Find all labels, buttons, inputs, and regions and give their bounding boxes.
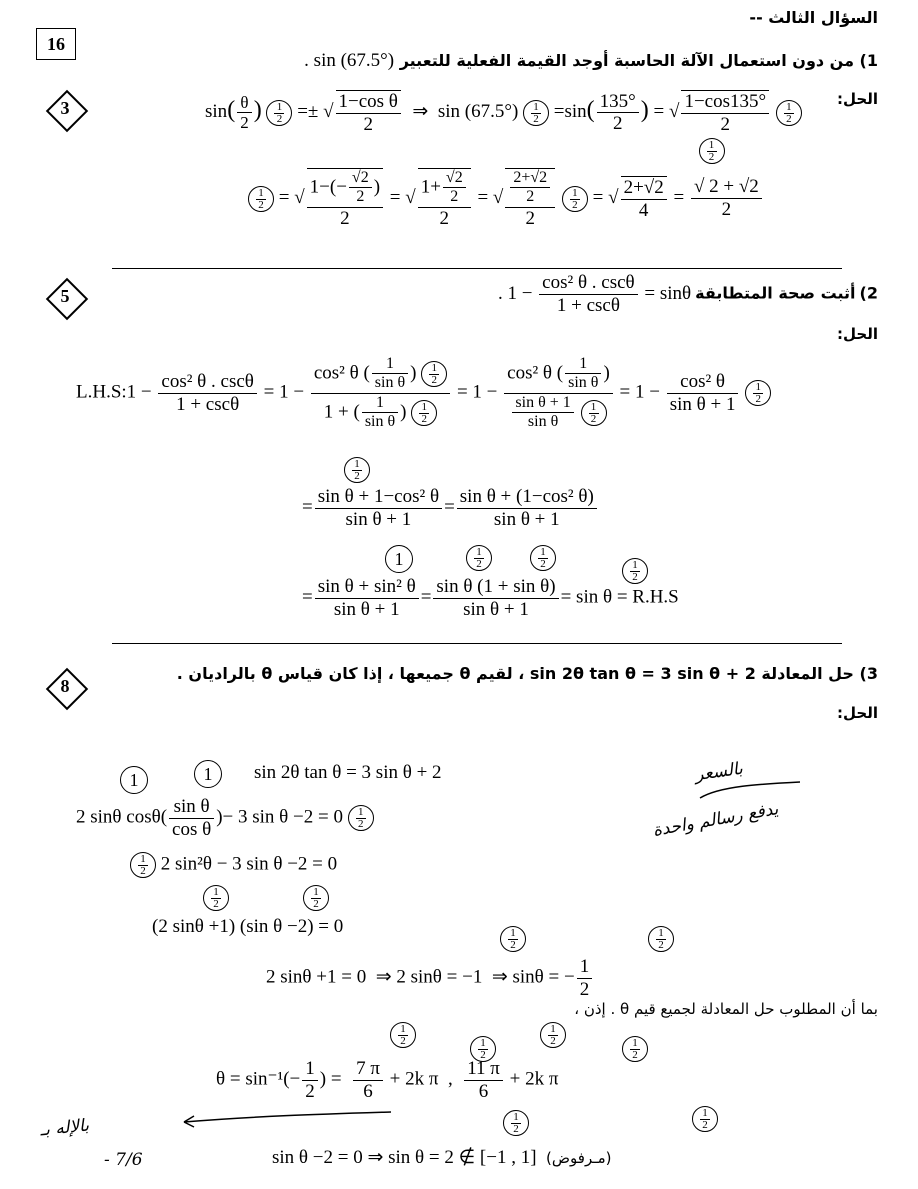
half-mark: 1 2 xyxy=(390,1022,416,1048)
half-mark: 1 2 xyxy=(530,545,556,571)
half-mark: 1 2 xyxy=(500,926,526,952)
q2-prompt xyxy=(498,272,878,317)
divider xyxy=(112,643,842,644)
q2-points: 5 xyxy=(60,286,70,306)
q3-equation: sin 2θ tan θ = 3 sin θ + 2 xyxy=(254,762,442,783)
q3-number: 3) xyxy=(859,664,878,683)
q2-line3: = $\frac{\text{sin θ + sin² θ}}{\text{sin θ + 1}}$ = $\frac{\text{sin θ (1 + sin θ)}}{\text{sin θ + 1}}$ = sin θ = R.H.S xyxy=(302,576,679,620)
divider xyxy=(112,268,842,269)
half-mark: 1 2 xyxy=(699,138,725,164)
q2-number: 2) xyxy=(859,283,878,303)
handwritten-note-3: بالإله بـ xyxy=(39,1115,90,1141)
half-mark: 1 2 xyxy=(581,400,607,426)
handwritten-arrow xyxy=(176,1104,396,1128)
half-mark: 1 2 xyxy=(344,457,370,483)
handwritten-stroke xyxy=(690,776,810,806)
q3-points: 8 xyxy=(60,676,70,696)
half-mark: 1 2 xyxy=(421,361,447,387)
handwritten-note-1: بالسعر xyxy=(693,758,745,786)
half-mark: 1 2 xyxy=(411,400,437,426)
q2-identity: . 1 − $\frac{\text{cos² θ . cscθ}}{1 + \csc\theta}$ = sinθ xyxy=(497,272,692,316)
q3-reject-label: (مـرفوض) xyxy=(546,1149,612,1167)
handwritten-note-4: - 7/6 xyxy=(104,1150,143,1170)
q3-step1: 2 sinθ cosθ( $\frac{\text{sin θ}}{\text{cos θ}}$ )− 3 sin θ −2 = 0 1 2 xyxy=(76,796,374,841)
q1-prompt xyxy=(304,50,878,72)
one-mark: 1 xyxy=(194,760,222,788)
half-mark: 1 2 xyxy=(622,1036,648,1062)
half-mark: 1 2 xyxy=(648,926,674,952)
q1-points: 3 xyxy=(60,98,70,118)
q2-line2: = $\frac{\text{sin θ + 1−cos² θ}}{\text{sin θ + 1}}$ = $\frac{\text{sin θ + (1−cos² θ)}}{\text{sin θ + 1}}$ xyxy=(302,486,599,531)
half-mark: 1 2 xyxy=(776,100,802,126)
q3-step2: 1 2 2 sin²θ − 3 sin θ −2 = 0 xyxy=(130,852,337,878)
half-mark: 1 2 xyxy=(130,852,156,878)
half-mark: 1 2 xyxy=(248,186,274,212)
half-mark: 1 2 xyxy=(266,100,292,126)
one-mark: 1 xyxy=(385,545,413,573)
half-mark: 1 2 xyxy=(470,1036,496,1062)
q3-reject-math: sin θ −2 = 0 ⇒ sin θ = 2 ∉ [−1 , 1] xyxy=(272,1147,537,1168)
q3-text: حل المعادلة sin 2θ tan θ = 3 sin θ + 2 ، لقيم θ جميعها ، إذا كان قياس θ بالراديان . xyxy=(176,664,854,683)
q1-number: 1) xyxy=(859,51,878,70)
half-mark: 1 2 xyxy=(203,885,229,911)
q1-text: من دون استعمال الآلة الحاسبة أوجد القيمة الفعلية للتعبير xyxy=(399,51,854,70)
half-mark: 1 2 xyxy=(503,1110,529,1136)
score-box: 16 xyxy=(36,28,76,60)
half-mark: 1 2 xyxy=(466,545,492,571)
question-title: السؤال الثالث -- xyxy=(749,8,878,27)
q1-solution-label: الحل: xyxy=(837,90,878,108)
q3-step4: 2 sinθ +1 = 0 ⇒ 2 sinθ = −1 ⇒ sinθ = − $\frac{1}{2}$ xyxy=(266,956,594,1001)
q3-solution-label: الحل: xyxy=(837,704,878,722)
half-mark: 1 2 xyxy=(622,558,648,584)
q3-prompt xyxy=(177,664,878,683)
q1-line1: sin( $\frac{\theta}{2}$ ) 1 2 =± √ $\frac{\text{1−cos θ}}{2}$ ⇒ sin (67.5°) 1 2 =sin( $\frac{135^\circ}{2}$ ) = √ $\frac{1-\cos 135^\circ}{2}$ 1 2 xyxy=(205,90,802,136)
one-mark: 1 xyxy=(120,766,148,794)
half-mark: 1 2 xyxy=(303,885,329,911)
q1-line2: 1 2 = √ 1−(− $\frac{√2}{2}$ ) 2 = √ 1+ $\frac{√2}{2}$ 2 = √ $\frac{\frac{2+√2}{2}}{2}$ 1 2 = √ $\frac{2+√2}{4}$ = $\frac{√ 2 + √2}{2}$ 1 2 xyxy=(248,168,725,230)
q3-step3: (2 sinθ +1) (sin θ −2) = 0 xyxy=(152,916,344,937)
q3-since: بما أن المطلوب حل المعادلة لجميع قيم θ . إذن ، xyxy=(574,1000,878,1018)
half-mark: 1 2 xyxy=(540,1022,566,1048)
half-mark: 1 2 xyxy=(562,186,588,212)
q2-solution-label: الحل: xyxy=(837,325,878,343)
q1-expr: sin (67.5°) . xyxy=(304,50,395,71)
q3-general-solution: θ = sin⁻¹(− $\frac{1}{2}$ ) = $\frac{7 \pi}{6}$ + 2k π , $\frac{11 \pi}{6}$ + 2k π xyxy=(216,1058,559,1102)
half-mark: 1 2 xyxy=(523,100,549,126)
handwritten-note-2: يدفع رسالم واحدة xyxy=(651,799,780,841)
half-mark: 1 2 xyxy=(692,1106,718,1132)
q2-text: أثبت صحة المتطابقة xyxy=(695,283,856,303)
half-mark: 1 2 xyxy=(745,380,771,406)
half-mark: 1 2 xyxy=(348,805,374,831)
q3-reject xyxy=(272,1146,612,1169)
q2-line1: L.H.S:1 − $\frac{\text{cos² θ . cscθ}}{1 + \csc\theta}$ = 1 − cos² θ ( $\frac{1}{\text{sin θ}}$ ) 1 2 1 + ( $\frac{1}{\text{sin θ}}$ ) 1 2 = 1 − cos² θ ( $\frac{1}{\text{sin θ}}$ ) $\frac{\text{sin θ + 1}}{\text{sin θ}}$ 1 2 = 1 − $\frac{\text{cos² θ}}{\text{sin θ + 1}}$ 1 2 xyxy=(76,355,771,432)
